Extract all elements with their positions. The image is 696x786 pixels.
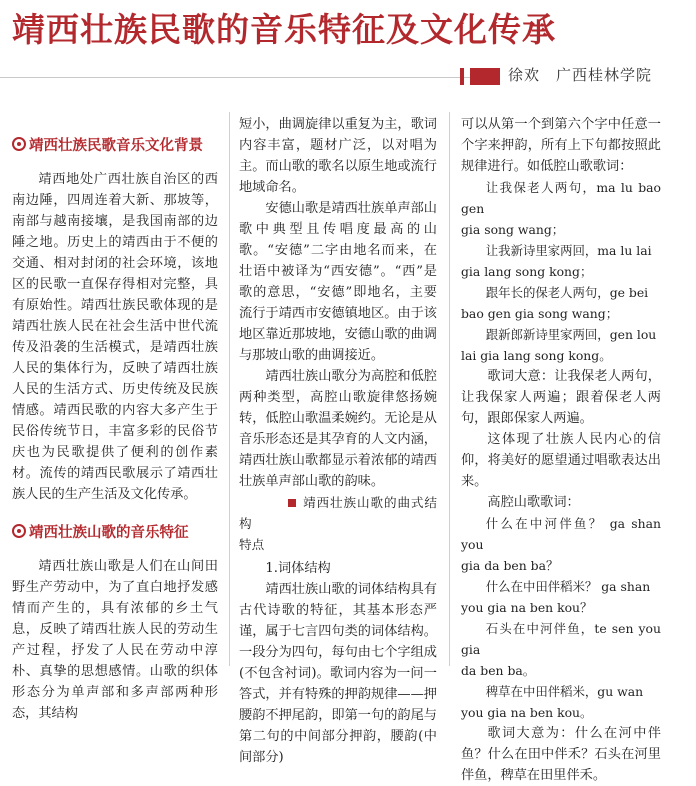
article-title: 靖西壮族民歌的音乐特征及文化传承 [12,10,556,49]
lyric-line: 让我保老人两句，ma lu bao gen [461,180,661,216]
paragraph: 这体现了壮族人民内心的信仰，将美好的愿望通过唱歌表达出来。 [461,432,661,489]
subsection-heading-cont: 特点 [239,537,265,552]
section-heading: 靖西壮族山歌的音乐特征 [12,523,218,544]
byline: 徐欢 广西桂林学院 [508,66,653,84]
paragraph: 高腔山歌歌词： [487,495,580,510]
circle-bullet-icon [12,137,26,151]
lyric-line: 石头在中河伴鱼，te sen you gia [461,621,661,657]
lyric-line: bao gen gia song wang； [461,306,619,321]
column-divider [229,112,230,666]
subheading: 1.词体结构 [265,561,331,576]
square-bullet-icon [288,499,296,507]
paragraph: 短小，曲调旋律以重复为主，歌词内容丰富，题材广泛，以对唱为主。而山歌的歌名以原生地或流行地域命名。 [239,117,437,195]
paragraph: 靖西壮族山歌是人们在山间田野生产劳动中，为了直白地抒发感情而产生的，具有浓郁的乡土气息，反映了靖西壮族人民的劳动生产过程，抒发了人民在劳动中淳朴、真挚的思想感情。山歌的织体形态分为单声部和多声部两种形态，其结构 [12,559,218,721]
section-heading: 靖西壮族民歌音乐文化背景 [12,136,218,157]
lyric-line: 稗草在中田伴稻米，gu wan [485,684,644,699]
column-2 [239,114,437,765]
lyric-line: 跟新郎新诗里家两回，gen lou [485,327,657,342]
byline-bar [470,68,500,85]
paragraph: 靖西地处广西壮族自治区的西南边陲，四周连着大新、那坡等，南部与越南接壤，是我国南部的边陲之地。历史上的靖西由于不便的交通、相对封闭的社会环境，该地区的民歌一直保存得相对完整，具有原始性。靖西壮族民歌体现的是靖西壮族人民在社会生活中世代流传及沿袭的生活模式，是靖西壮族人民的集体行为，反映了靖西壮族人民的生活方式、历史传统及民族情感。靖西民歌的内容大多产生于民俗传统节日，丰富多彩的民俗节庆也为民歌提供了便利的创作素材。流传的靖西民歌展示了靖西壮族人民的生产生活及文化传承。 [12,172,218,502]
lyric-line: gia lang song kong； [461,264,593,279]
paragraph: 歌词大意：让我保老人两句，让我保家人两遍；跟着保老人两句，跟郎保家人两遍。 [461,369,661,426]
column-1 [12,114,218,721]
lyric-line: 什么在中田伴稻米？ ga shan [485,579,651,594]
column-3 [461,114,661,783]
paragraph: 靖西壮族山歌的词体结构具有古代诗歌的特征，其基本形态严谨，属于七言四句类的词体结构。一段分为四句，每句由七个字组成(不包含衬词)。歌词内容为一问一答式，并有特殊的押韵规律——押腰韵不押尾韵，即第一句的韵尾与第二句的中间部分押韵，腰韵(中间部分) [239,582,437,765]
lyric-line: gia song wang； [461,222,565,237]
lyric-line: lai gia lang song kong。 [461,348,612,363]
paragraph: 安德山歌是靖西壮族单声部山歌中典型且传唱度最高的山歌。“安德”二字由地名而来，在壮语中被译为“西安德”。“西”是歌的意思，“安德”即地名，主要流行于靖西市安德镇地区。由于该地区靠近那坡地，安德山歌的曲调与那坡山歌的曲调接近。 [239,201,437,363]
lyric-line: you gia na ben kou？ [461,600,593,615]
column-divider [449,112,450,666]
lyric-line: you gia na ben kou。 [461,705,593,720]
lyric-line: gia da ben ba？ [461,558,559,573]
paragraph: 靖西壮族山歌分为高腔和低腔两种类型，高腔山歌旋律悠扬婉转，低腔山歌温柔婉约。无论是从音乐形态还是其孕育的人文内涵，靖西壮族山歌都显示着浓郁的靖西壮族单声部山歌的韵味。 [239,369,437,489]
circle-bullet-icon [12,524,26,538]
byline-rule [0,77,470,78]
lyric-line: 让我新诗里家两回，ma lu lai [485,243,652,258]
lyric-line: 跟年长的保老人两句，ge bei [485,285,649,300]
subsection-heading: 靖西壮族山歌的曲式结构 [239,495,437,531]
paragraph: 可以从第一个到第六个字中任意一个字来押韵，所有上下句都按照此规律进行。如低腔山歌歌词： [461,117,661,174]
lyric-line: 什么在中河伴鱼？ ga shan you [461,516,661,552]
paragraph: 歌词大意为：什么在河中伴鱼？什么在田中伴禾？石头在河里伴鱼，稗草在田里伴禾。 [461,726,661,783]
lyric-line: da ben ba。 [461,663,536,678]
